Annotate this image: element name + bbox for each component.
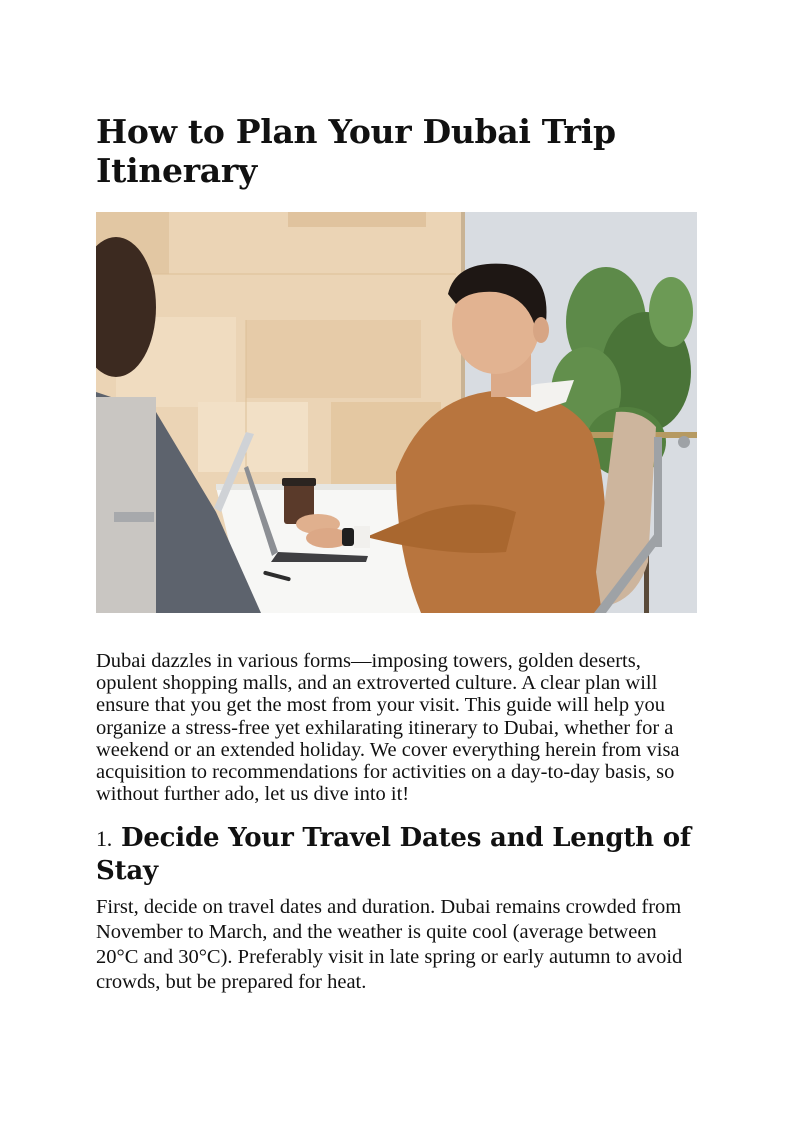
section-number: 1. [96, 826, 113, 852]
hero-photo-office-man-laptop [96, 212, 697, 613]
section-paragraph: First, decide on travel dates and duration. Dubai remains crowded from November to March, and the weather is quite cool (average between 20°C and 30°C). Preferably visit in late spring or early autumn to avoid crowds, but be prepared for heat. [96, 896, 683, 994]
section-heading [96, 822, 698, 888]
page-title: How to Plan Your Dubai Trip Itinerary [96, 112, 616, 190]
section-heading-text: Decide Your Travel Dates and Length of Stay [96, 823, 691, 887]
intro-paragraph: Dubai dazzles in various forms—imposing towers, golden deserts, opulent shopping malls, and an extroverted culture. A clear plan will ensure that you get the most from your visit. This guide will help you organize a stress-free yet exhilarating itinerary to Dubai, whether for a weekend or an extended holiday. We cover everything herein from visa acquisition to recommendations for activities on a day-to-day basis, so without further ado, let us dive into it! [96, 650, 680, 806]
article [96, 112, 698, 995]
